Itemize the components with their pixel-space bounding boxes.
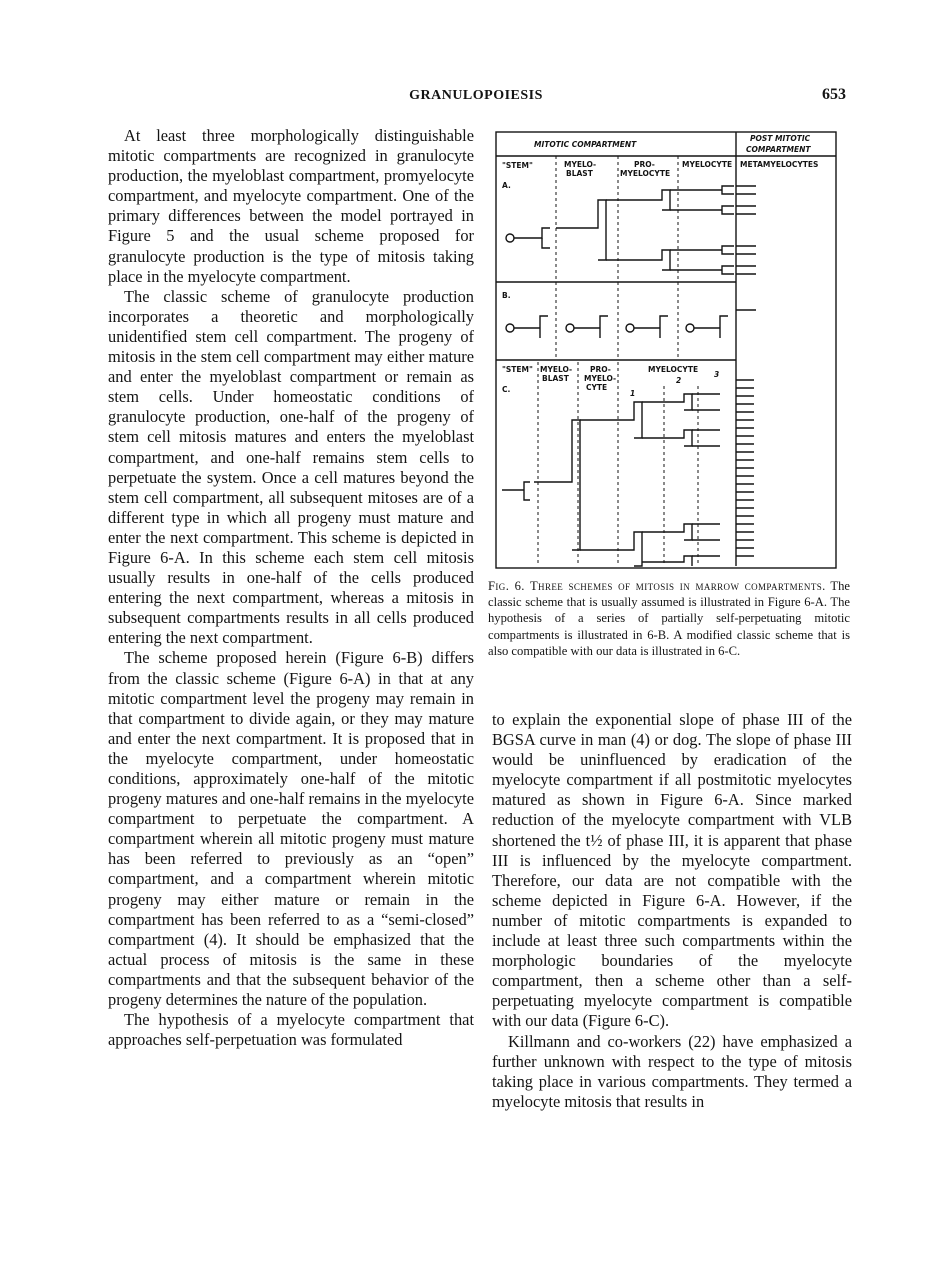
col-c-blast: BLAST xyxy=(542,374,569,383)
col-c-stem: "STEM" xyxy=(502,365,533,374)
paragraph: Killmann and co-workers (22) have emphasized a further unknown with respect to the type of mitosis taking place in various compartments. They termed a myelocyte mitosis that results in xyxy=(492,1031,852,1111)
col-c-cyte: CYTE xyxy=(586,383,608,392)
paragraph: At least three morphologically distinguishable mitotic compartments are recognized in granulocyte production, the myeloblast compartment, promyelocyte compartment, and myelocyte compartment. One of the primary differences between the model portrayed in Figure 5 and the usual scheme proposed for granulocyte production is the type of mitosis taking place in the myelocyte compartment. xyxy=(108,126,474,286)
left-column xyxy=(108,126,474,1050)
panel-b-label: B. xyxy=(502,291,511,300)
running-header: GRANULOPOIESIS xyxy=(409,88,543,103)
figure-6-diagram xyxy=(494,130,844,570)
header-postmitotic-1: POST MITOTIC xyxy=(750,134,811,143)
col-c-myelo2: MYELO- xyxy=(584,374,617,383)
paragraph: The classic scheme of granulocyte production incorporates a theoretic and morphologically unidentified stem cell compartment. The progeny of mitosis in the stem cell compartment may either mature and enter the myeloblast compartment or remain as stem cells. Under homeostatic conditions of granulocyte production, one-half of the progeny of stem cell mitosis matures and enters the myeloblast compartment, and one-half remains stem cells to perpetuate the system. Once a cell matures beyond the stem cell compartment, all subsequent mitoses are of a different type in which all progeny must mature and enter the next compartment. This scheme is depicted in Figure 6-A. In this scheme each stem cell mitosis usually results in one-half of the cells produced entering the next compartment, whereas a mitosis in subsequent compartments results in all cells produced entering the next compartment. xyxy=(108,286,474,648)
col-metamyelocytes: METAMYELOCYTES xyxy=(740,160,819,169)
col-c-pro: PRO- xyxy=(590,365,611,374)
caption-text: The classic scheme that is usually assumed is illustrated in Figure 6-A. The hypothesis of a series of partially self-perpetuating mitotic compartments is illustrated in 6-B. A modified classic scheme that is also compatible with our data is illustrated in 6-C. xyxy=(488,579,850,658)
page-number: 653 xyxy=(822,86,846,103)
panel-c-label: C. xyxy=(502,385,511,394)
col-myelocyte: MYELOCYTE xyxy=(682,160,733,169)
caption-label: Fig. 6. Three schemes of mitosis in marrow compartments. xyxy=(488,579,826,593)
col-myelo: MYELO- xyxy=(564,160,597,169)
panel-c-tree xyxy=(502,380,754,566)
right-column xyxy=(492,710,852,1112)
figure-frame xyxy=(496,132,836,568)
header-mitotic: MITOTIC COMPARTMENT xyxy=(534,140,637,149)
col-blast: BLAST xyxy=(566,169,593,178)
panel-a-tree xyxy=(506,186,756,274)
paragraph: The scheme proposed herein (Figure 6-B) differs from the classic scheme (Figure 6-A) in that at any mitotic compartment level the progeny may remain in that compartment to divide again, or they may mature and enter the next compartment. It is proposed that in the myelocyte compartment, under homeostatic conditions, approximately one-half of the mitotic progeny matures and one-half remains in the myelocyte compartment to perpetuate the compartment. A compartment wherein all mitotic progeny must mature has been referred to previously as an “open” compartment, and a compartment wherein mitotic progeny may either mature or remain in the compartment has been referred to as a “semi-closed” compartment (4). It should be emphasized that the actual process of mitosis is the same in these compartments and that the subsequent behavior of the progeny determines the nature of the population. xyxy=(108,648,474,1010)
col-pro: PRO- xyxy=(634,160,655,169)
panel-a-label: A. xyxy=(502,181,511,190)
c-number-3: 3 xyxy=(714,370,720,379)
mitosis-scheme-svg xyxy=(494,130,844,570)
c-number-1: 1 xyxy=(630,389,636,398)
col-stem: "STEM" xyxy=(502,161,533,170)
col-c-myelocyte: MYELOCYTE xyxy=(648,365,699,374)
header-postmitotic-2: COMPARTMENT xyxy=(746,145,811,154)
col-promyelocyte: MYELOCYTE xyxy=(620,169,671,178)
paragraph: to explain the exponential slope of phase III of the BGSA curve in man (4) or dog. The slope of phase III would be uninfluenced by eradication of the myelocyte compartment if all postmitotic myelocytes matured as shown in Figure 6-A. Since marked reduction of the myelocyte compartment with VLB shortened the t½ of phase III, it is apparent that phase III is influenced by the myelocyte compartment. Therefore, our data are not compatible with the scheme depicted in Figure 6-A. However, if the number of mitotic compartments is expanded to include at least three such compartments within the morphologic boundaries of the myelocyte compartment, then a scheme other than a self-perpetuating myelocyte compartment is compatible with our data (Figure 6-C). xyxy=(492,710,852,1031)
paragraph: The hypothesis of a myelocyte compartment that approaches self-perpetuation was formulated xyxy=(108,1010,474,1050)
c-number-2: 2 xyxy=(676,376,682,385)
panel-b-tree xyxy=(506,310,756,338)
figure-caption xyxy=(488,578,850,659)
col-c-myelo: MYELO- xyxy=(540,365,573,374)
